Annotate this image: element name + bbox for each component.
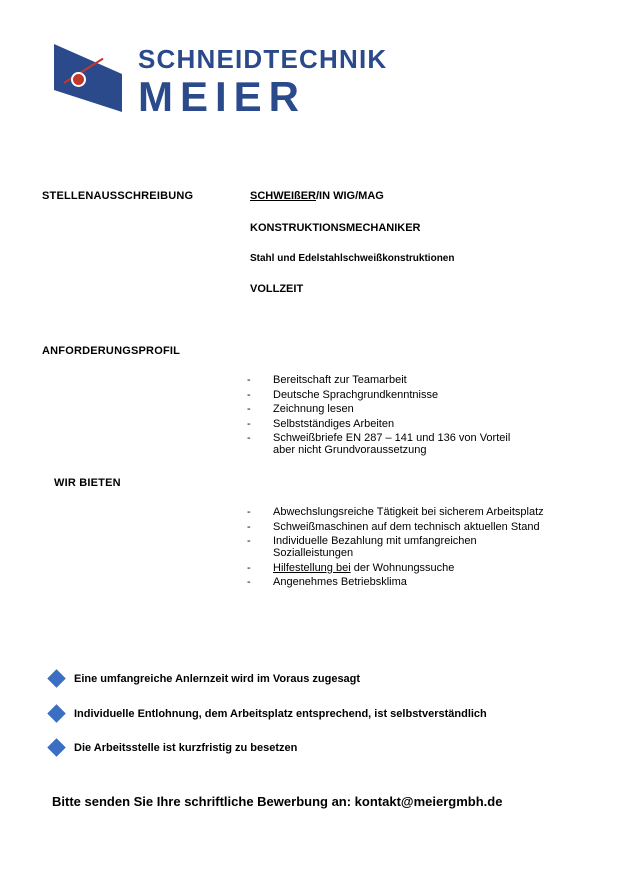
section-label-wir-bieten: WIR BIETEN: [54, 477, 121, 489]
dash-marker: -: [247, 561, 251, 574]
company-logo: [54, 44, 387, 118]
job-title: [250, 190, 384, 202]
list-item: [247, 576, 544, 588]
list-item-text: Selbstständiges Arbeiten: [273, 417, 395, 430]
dash-marker: -: [247, 576, 251, 588]
list-item-text: Schweißmaschinen auf dem technisch aktuellen Stand: [273, 520, 540, 533]
job-title-rest: /IN WIG/MAG: [316, 190, 384, 202]
dash-marker: -: [247, 417, 251, 430]
dash-marker: -: [247, 403, 251, 415]
list-item: [247, 535, 544, 559]
list-item: [247, 562, 544, 574]
logo-line-2: MEIER: [138, 73, 307, 120]
list-item-line-2: Sozialleistungen: [273, 547, 354, 559]
logo-wedge-bottom-icon: [54, 90, 122, 112]
logo-wordmark: [138, 44, 387, 118]
list-item: [247, 432, 510, 456]
requirements-list: [247, 374, 510, 459]
offers-list: [247, 506, 544, 591]
list-item-text: Deutsche Sprachgrundkenntnisse: [273, 388, 439, 401]
highlight-row: [50, 707, 487, 720]
dash-marker: -: [247, 388, 251, 401]
dash-marker: -: [247, 520, 251, 533]
highlight-text: Eine umfangreiche Anlernzeit wird im Voraus zugesagt: [74, 672, 361, 685]
logo-line-1: SCHNEIDTECHNIK: [138, 44, 388, 74]
list-item-line-1: Individuelle Bezahlung mit umfangreichen: [273, 535, 477, 547]
dash-marker: -: [247, 535, 251, 547]
list-item-text: [273, 432, 510, 456]
section-label-anforderungsprofil: ANFORDERUNGSPROFIL: [42, 345, 181, 357]
list-item: [247, 374, 510, 386]
highlight-text: Die Arbeitsstelle ist kurzfristig zu besetzen: [74, 741, 298, 754]
list-item: [247, 389, 510, 401]
list-item-text: Bereitschaft zur Teamarbeit: [273, 374, 407, 386]
closing-line: Bitte senden Sie Ihre schriftliche Bewerbung an: kontakt@meiergmbh.de: [52, 794, 503, 809]
logo-mark-icon: [54, 44, 122, 112]
list-item-text-underlined: Hilfestellung bei: [273, 561, 351, 574]
list-item: [247, 506, 544, 518]
dash-marker: -: [247, 374, 251, 386]
logo-dot-icon: [71, 72, 86, 87]
highlight-row: [50, 672, 360, 685]
list-item-line-1: Schweißbriefe EN 287 – 141 und 136 von Vorteil: [273, 432, 511, 444]
list-item-text: Zeichnung lesen: [273, 403, 354, 415]
diamond-bullet-icon: [47, 704, 65, 722]
list-item-line-2: aber nicht Grundvoraussetzung: [273, 444, 427, 456]
highlight-row: [50, 741, 297, 754]
list-item-text-rest: der Wohnungssuche: [350, 561, 455, 574]
job-title-underlined: SCHWEIßER: [250, 190, 316, 202]
list-item-text: Abwechslungsreiche Tätigkeit bei sicherem Arbeitsplatz: [273, 506, 544, 518]
list-item-text: [273, 562, 544, 574]
list-item-text: Angenehmes Betriebsklima: [273, 576, 407, 588]
list-item: [247, 521, 544, 533]
job-description: Stahl und Edelstahlschweißkonstruktionen: [250, 253, 455, 264]
job-employment-type: VOLLZEIT: [250, 283, 304, 295]
logo-wedge-top-icon: [54, 44, 122, 74]
dash-marker: -: [247, 432, 251, 444]
diamond-bullet-icon: [47, 669, 65, 687]
list-item-text: [273, 535, 544, 559]
list-item: [247, 418, 510, 430]
diamond-bullet-icon: [47, 738, 65, 756]
section-label-stellenausschreibung: STELLENAUSSCHREIBUNG: [42, 190, 194, 202]
dash-marker: -: [247, 506, 251, 518]
list-item: [247, 403, 510, 415]
highlight-text: Individuelle Entlohnung, dem Arbeitsplatz entsprechend, ist selbstverständlich: [74, 707, 487, 720]
job-subtitle: KONSTRUKTIONSMECHANIKER: [250, 222, 421, 234]
